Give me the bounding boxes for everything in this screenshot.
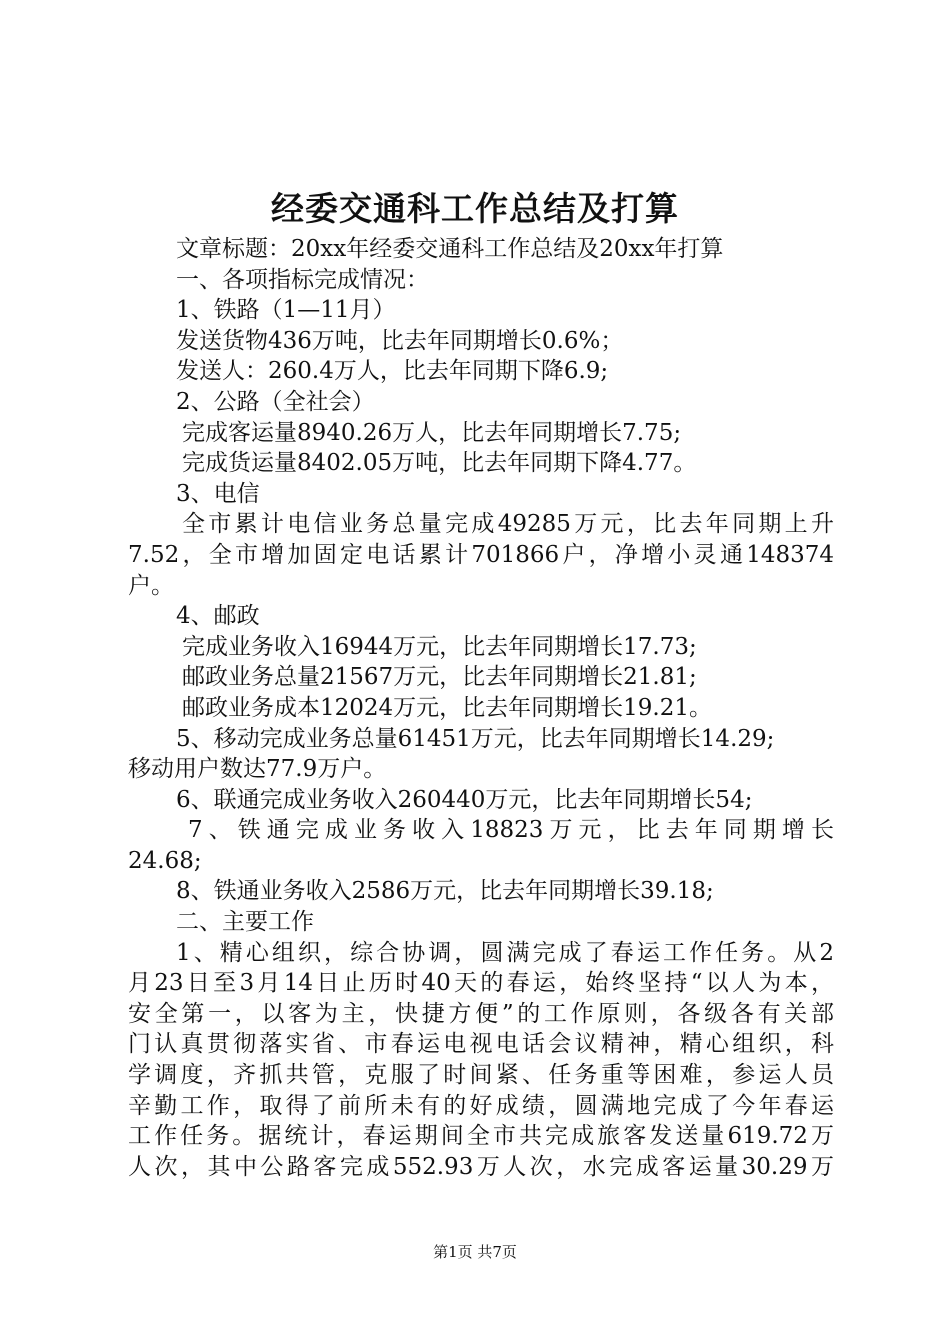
- subsection-heading: 1、铁路（1—11月）: [176, 297, 396, 324]
- paragraph-line: 辛勤工作，取得了前所未有的好成绩，圆满地完成了今年春运: [128, 1092, 834, 1119]
- paragraph-line: 24.68;: [128, 847, 202, 874]
- paragraph-line: 8、铁通业务收入2586万元，比去年同期增长39.18;: [176, 878, 714, 905]
- paragraph-line: 邮政业务总量21567万元，比去年同期增长21.81;: [182, 664, 697, 691]
- section-heading: 二、主要工作: [176, 909, 314, 936]
- paragraph-line: 邮政业务成本12024万元，比去年同期增长19.21。: [182, 694, 713, 721]
- subsection-heading: 4、邮政: [176, 603, 260, 630]
- paragraph-line: 安全第一，以客为主，快捷方便”的工作原则，各级各有关部: [128, 1000, 834, 1027]
- document-title: 经委交通科工作总结及打算: [271, 189, 679, 228]
- paragraph-line: 完成货运量8402.05万吨，比去年同期下降4.77。: [182, 450, 697, 477]
- paragraph-line: 移动用户数达77.9万户。: [128, 756, 387, 783]
- paragraph-line: 户。: [128, 572, 174, 599]
- paragraph-line: 工作任务。据统计，春运期间全市共完成旅客发送量619.72万: [128, 1123, 834, 1150]
- paragraph-line: 5、移动完成业务总量61451万元，比去年同期增长14.29;: [176, 725, 775, 752]
- paragraph-line: 人次，其中公路客完成552.93万人次，水完成客运量30.29万: [128, 1153, 834, 1180]
- page-number-footer: 第1页 共7页: [433, 1243, 517, 1261]
- subsection-heading: 3、电信: [176, 480, 260, 507]
- paragraph-line: 门认真贯彻落实省、市春运电视电话会议精神，精心组织，科: [128, 1031, 834, 1058]
- paragraph-line: 学调度，齐抓共管，克服了时间紧、任务重等困难，参运人员: [128, 1062, 834, 1089]
- paragraph-line: 发送货物436万吨，比去年同期增长0.6%；: [176, 327, 624, 354]
- paragraph-line: 完成业务收入16944万元，比去年同期增长17.73;: [182, 633, 697, 660]
- paragraph-line: 月23日至3月14日止历时40天的春运，始终坚持“以人为本，: [128, 970, 834, 997]
- paragraph-line: 完成客运量8940.26万人，比去年同期增长7.75;: [182, 419, 682, 446]
- paragraph-line: 1、精心组织，综合协调，圆满完成了春运工作任务。从2: [176, 939, 834, 966]
- subsection-heading: 2、公路（全社会）: [176, 388, 375, 415]
- document-body: [128, 234, 834, 1182]
- article-title-line: 文章标题：20xx年经委交通科工作总结及20xx年打算: [176, 236, 724, 262]
- paragraph-line: 7.52，全市增加固定电话累计701866户，净增小灵通148374: [128, 541, 834, 568]
- paragraph-line: 6、联通完成业务收入260440万元，比去年同期增长54;: [176, 786, 753, 813]
- paragraph-line: 发送人：260.4万人，比去年同期下降6.9;: [176, 358, 609, 385]
- paragraph-line: 7、铁通完成业务收入18823万元，比去年同期增长: [188, 817, 834, 844]
- paragraph-line: 全市累计电信业务总量完成49285万元，比去年同期上升: [182, 511, 834, 538]
- section-heading: 一、各项指标完成情况：: [176, 266, 429, 293]
